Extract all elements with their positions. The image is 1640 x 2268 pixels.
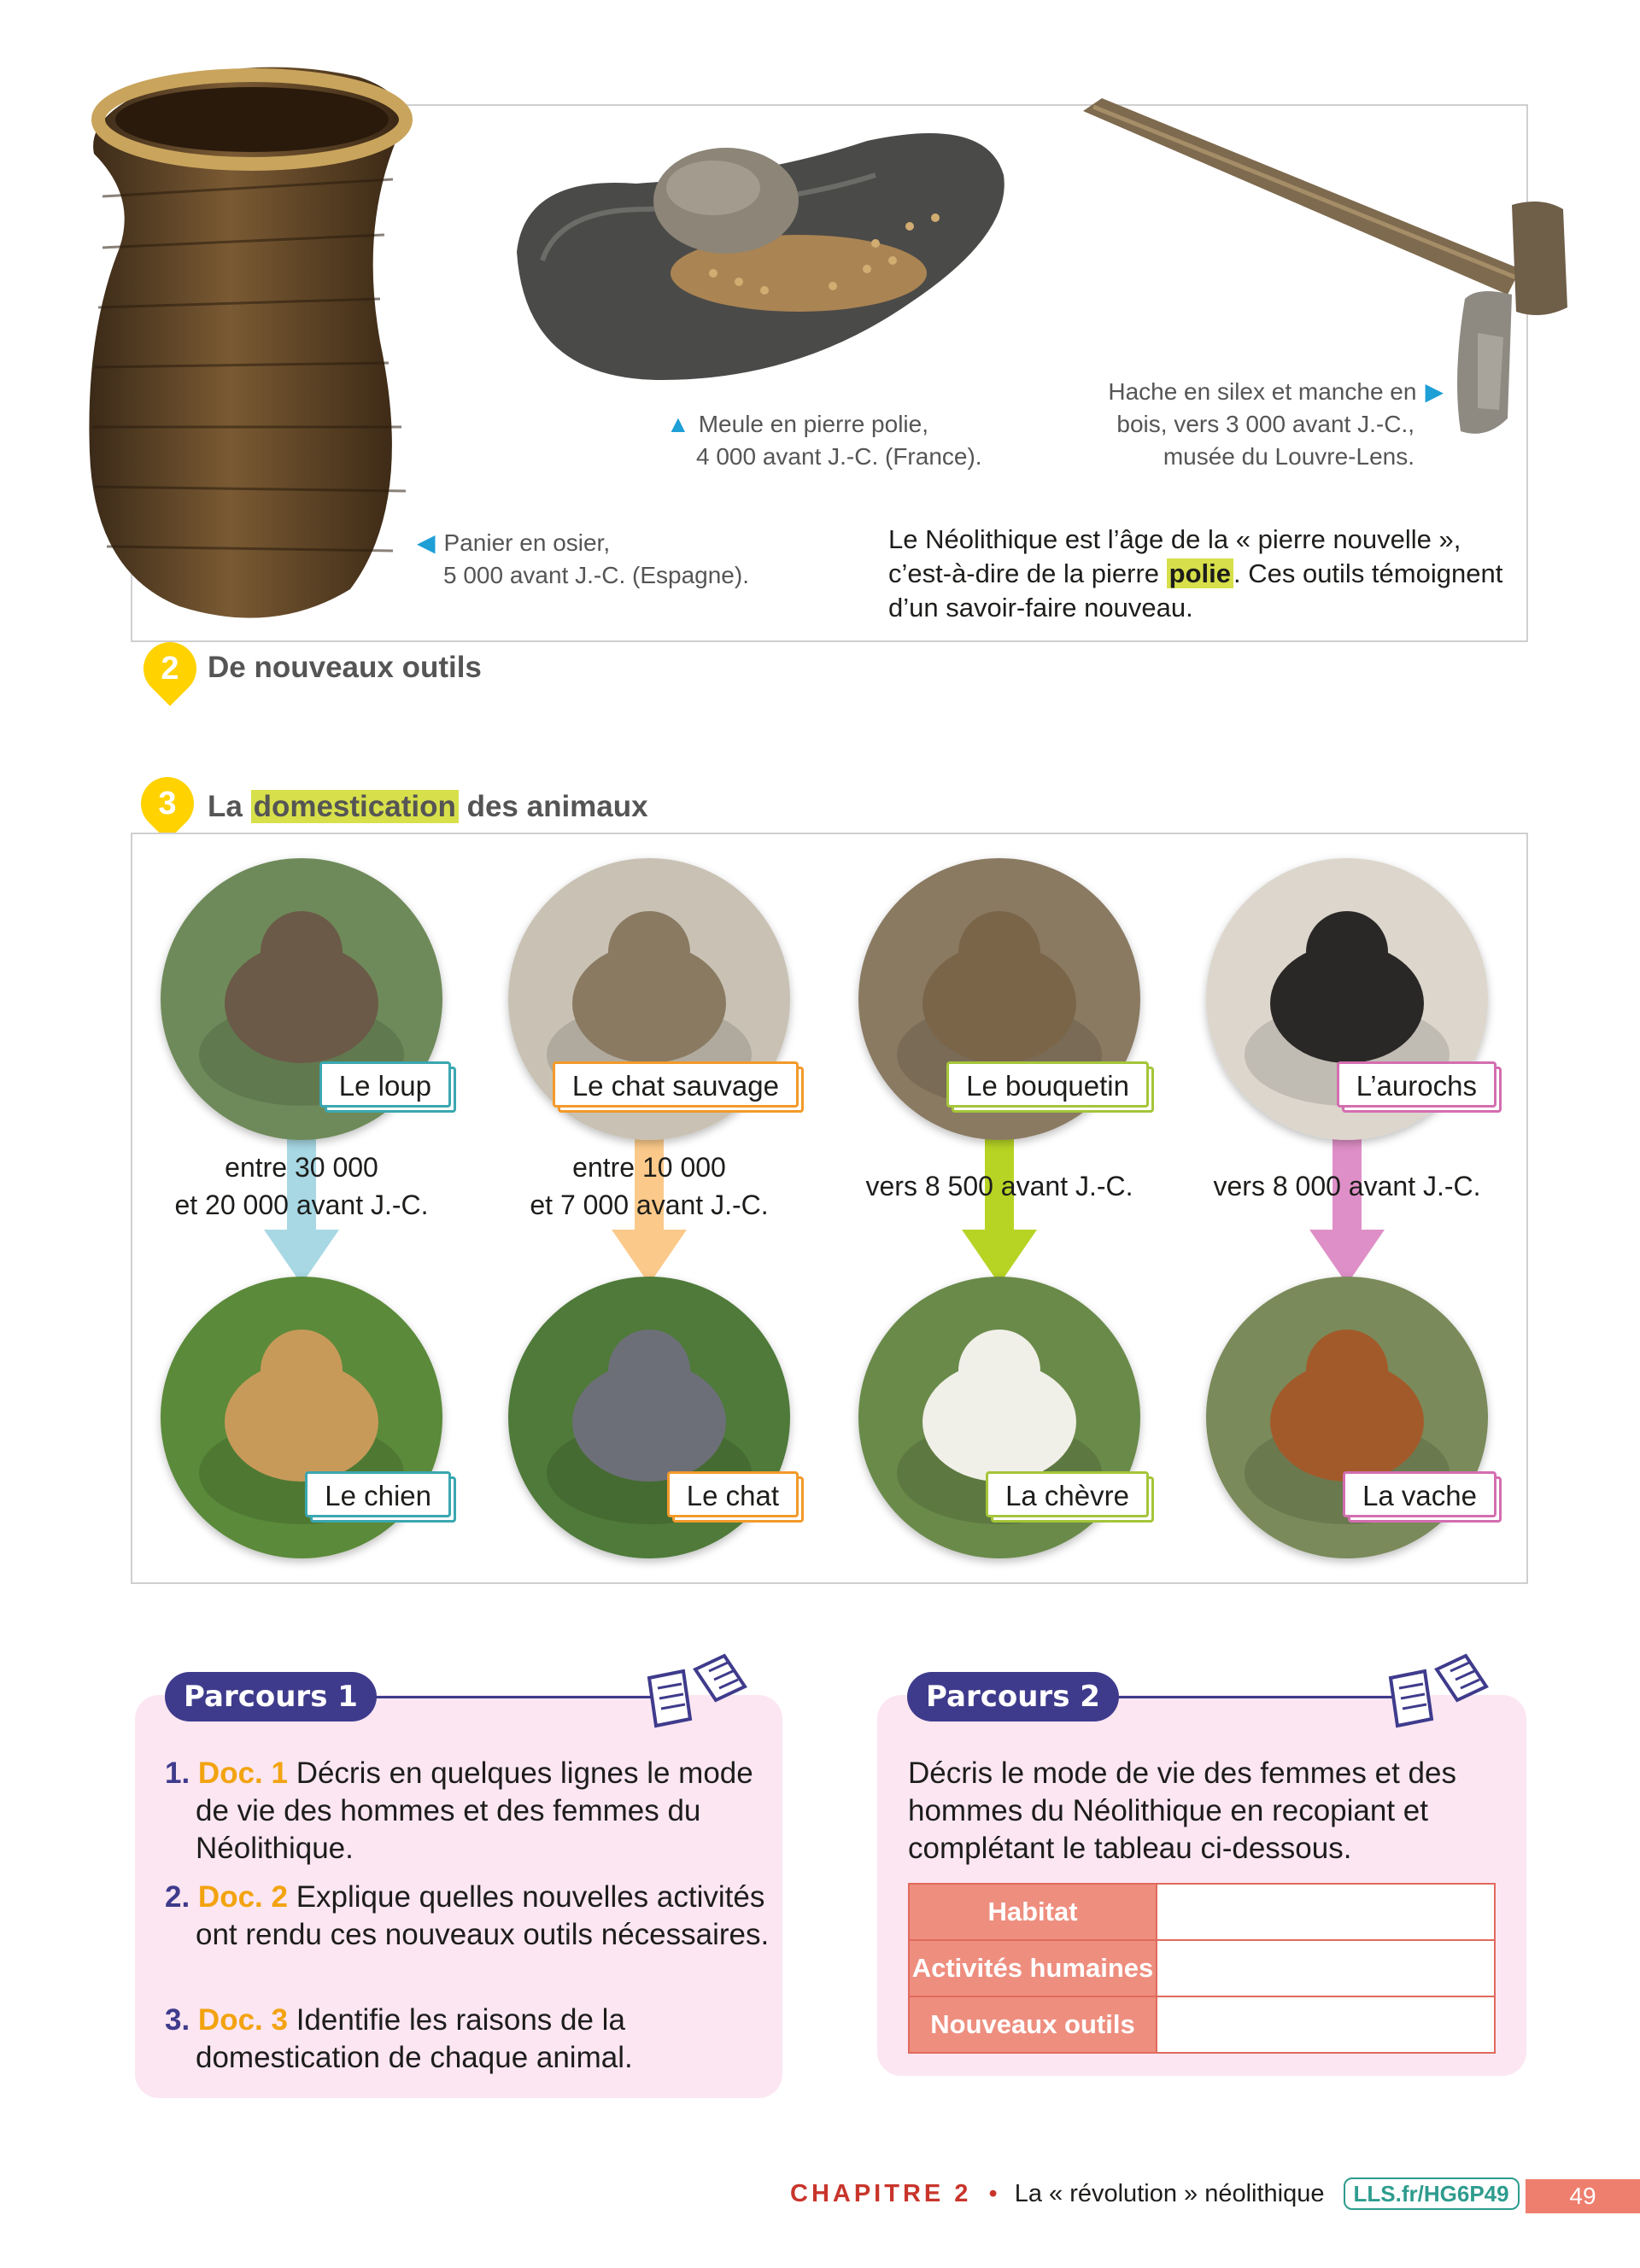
date-line: et 7 000 avant J.-C. — [530, 1190, 769, 1220]
domestic-animal-label: La vache — [1343, 1471, 1496, 1517]
doc2-text: Le Néolithique est l’âge de la « pierre nouvelle », c’est-à-dire de la pierre polie. Ces outils témoignent d’un savoir-faire nouveau. — [888, 524, 1503, 623]
doc2-number-badge: 2 — [132, 631, 208, 706]
domestic-animal-label: Le chat — [667, 1471, 799, 1517]
meule-caption: ▲ Meule en pierre polie, 4 000 avant J.-C. (France). — [666, 408, 982, 473]
panier-caption: ◀ Panier en osier, 5 000 avant J.-C. (Espagne). — [417, 527, 749, 592]
doc3-title: La domestication des animaux — [208, 790, 648, 823]
question-doc-ref: Doc. 3 — [197, 2003, 296, 2037]
table-header-cell: Activités humaines — [909, 1940, 1157, 1996]
question-number: 2. — [165, 1880, 198, 1914]
question-item — [165, 1879, 785, 1954]
footer-bullet: • — [988, 2180, 998, 2207]
page-number: 49 — [1526, 2179, 1640, 2213]
date-line: et 20 000 avant J.-C. — [174, 1190, 429, 1220]
footer-chapter: CHAPITRE 2 — [790, 2180, 972, 2207]
table-empty-cell — [1157, 1996, 1495, 2053]
right-triangle-icon: ▶ — [1425, 378, 1444, 405]
parcours2-pill: Parcours 2 — [907, 1672, 1119, 1721]
table-header-cell: Habitat — [909, 1884, 1157, 1940]
up-triangle-icon: ▲ — [666, 411, 690, 437]
doc2-title: De nouveaux outils — [208, 651, 482, 684]
date-line: entre 30 000 — [225, 1152, 378, 1183]
table-row — [909, 1996, 1495, 2053]
question-text: Explique quelles nouvelles activités ont rendu ces nouveaux outils nécessaires. — [196, 1880, 770, 1951]
table-empty-cell — [1157, 1884, 1495, 1940]
date-line: entre 10 000 — [572, 1152, 726, 1183]
left-triangle-icon: ◀ — [417, 529, 436, 556]
domestication-date — [824, 1167, 1174, 1205]
parcours1-line — [342, 1696, 666, 1698]
basket-image — [77, 60, 453, 632]
wild-animal-label: Le loup — [319, 1061, 451, 1108]
question-item — [165, 1755, 785, 1868]
question-doc-ref: Doc. 2 — [197, 1880, 296, 1914]
table-empty-cell — [1157, 1940, 1495, 1996]
question-number: 3. — [165, 2003, 198, 2037]
domestication-date — [126, 1149, 477, 1224]
question-doc-ref: Doc. 1 — [197, 1757, 296, 1790]
parcours2-table — [908, 1883, 1496, 2054]
parcours2-line — [1085, 1696, 1401, 1698]
grinding-stone-image — [508, 124, 1012, 397]
question-text: Identifie les raisons de la domestication de chaque animal. — [196, 2003, 633, 2074]
footer — [790, 2177, 1520, 2211]
parcours1-pill: Parcours 1 — [165, 1672, 377, 1721]
doc3-number-badge: 3 — [130, 766, 205, 841]
documents-icon — [642, 1652, 753, 1729]
parcours2-instruction: Décris le mode de vie des femmes et des hommes du Néolithique en recopiant et complétant le tableau ci-dessous. — [908, 1757, 1456, 1865]
domestic-animal-label: Le chien — [305, 1471, 451, 1517]
date-line: vers 8 500 avant J.-C. — [865, 1171, 1133, 1201]
wild-animal-label: Le chat sauvage — [553, 1061, 799, 1108]
domestic-animal-label: La chèvre — [986, 1471, 1149, 1517]
hache-caption: Hache en silex et manche en ▶ bois, vers 3 000 avant J.-C., musée du Louvre-Lens. — [1085, 376, 1444, 473]
table-header-cell: Nouveaux outils — [909, 1996, 1157, 2053]
question-item — [165, 2002, 785, 2077]
table-row — [909, 1940, 1495, 1996]
footer-title: La « révolution » néolithique — [1014, 2180, 1325, 2207]
wild-animal-label: L’aurochs — [1337, 1061, 1496, 1108]
documents-icon — [1384, 1652, 1495, 1729]
domestication-date — [474, 1149, 824, 1224]
wild-animal-label: Le bouquetin — [946, 1061, 1149, 1108]
table-row — [909, 1884, 1495, 1940]
question-number: 1. — [165, 1757, 198, 1790]
question-text: Décris en quelques lignes le mode de vie des hommes et des femmes du Néolithique. — [196, 1757, 753, 1865]
domestication-date — [1172, 1167, 1522, 1205]
date-line: vers 8 000 avant J.-C. — [1213, 1171, 1481, 1201]
footer-link[interactable]: LLS.fr/HG6P49 — [1344, 2177, 1520, 2210]
